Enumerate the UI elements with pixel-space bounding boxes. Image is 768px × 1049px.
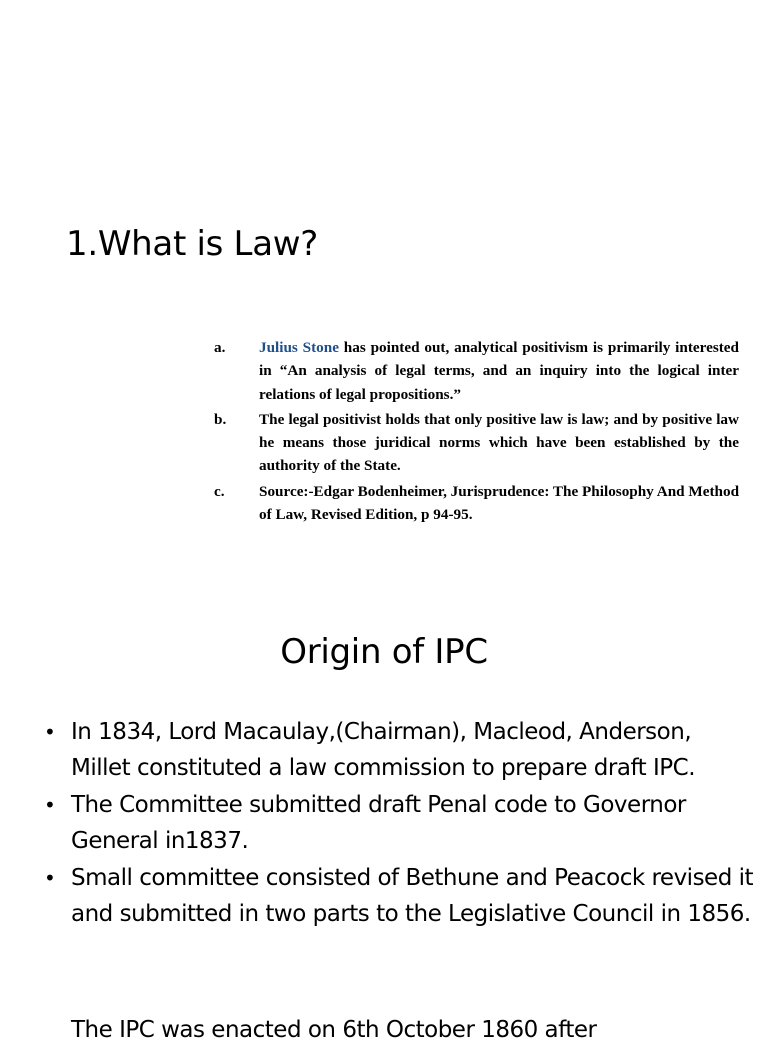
- slide-title: 1.What is Law?: [66, 224, 318, 264]
- bullet-text: Small committee consisted of Bethune and Peacock revised it and submitted in two parts to the Legislative Council in 1856.: [71, 865, 754, 927]
- list-item-body: has pointed out, analytical positivism is primarily interested in “An analysis of legal terms, and an inquiry into the logical inter relations of legal propositions.”: [259, 339, 739, 403]
- list-item: [214, 480, 739, 527]
- bullet-text: The Committee submitted draft Penal code to Governor General in1837.: [71, 792, 686, 854]
- bullet-text: In 1834, Lord Macaulay,(Chairman), Macleod, Anderson, Millet constituted a law commission to prepare draft IPC.: [71, 719, 696, 781]
- list-marker: c.: [214, 482, 225, 500]
- bullet-list: [44, 715, 756, 934]
- list-marker: a.: [214, 339, 226, 356]
- list-item-text: The legal positivist holds that only positive law is law; and by positive law he means those juridical norms which have been established by the authority of the State.: [259, 410, 739, 475]
- definition-list: [214, 336, 739, 528]
- bullet-icon: •: [44, 720, 56, 744]
- bullet-icon: •: [44, 793, 56, 817]
- list-item: [214, 408, 739, 478]
- list-item-text: Source:-Edgar Bodenheimer, Jurisprudence: The Philosophy And Method of Law, Revised Edition, p 94-95.: [259, 482, 740, 524]
- list-item: [214, 336, 739, 406]
- bullet-item: [44, 715, 756, 786]
- cut-off-bullet-text: The IPC was enacted on 6th October 1860 after: [71, 1017, 597, 1043]
- bullet-item: [44, 788, 756, 859]
- section-heading: Origin of IPC: [280, 632, 488, 672]
- author-name: Julius Stone: [259, 339, 339, 356]
- list-marker: b.: [214, 410, 227, 428]
- bullet-item: [44, 861, 756, 932]
- bullet-icon: •: [44, 866, 56, 890]
- list-item-text: [259, 336, 739, 406]
